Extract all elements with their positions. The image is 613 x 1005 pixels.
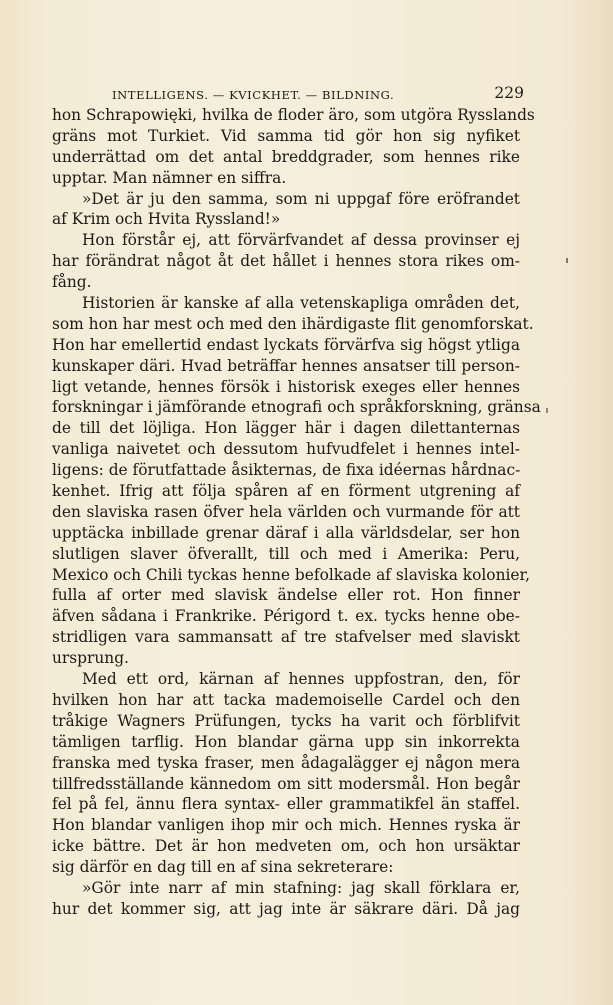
- text-line: af Krim och Hvita Ryssland!»: [52, 210, 281, 229]
- text-line: underrättad om det antal breddgrader, som hennes rike: [52, 147, 520, 166]
- text-line: hvilken hon har att tacka mademoiselle Cardel och den: [52, 690, 520, 709]
- margin-mark: [566, 258, 568, 263]
- text-line: »Det är ju den samma, som ni uppgaf före eröfrandet: [82, 189, 520, 208]
- running-head: INTELLIGENS. — KVICKHET. — BILDNING.: [112, 88, 395, 102]
- text-line: gräns mot Turkiet. Vid samma tid gör hon sig nyfiket: [52, 126, 520, 145]
- text-line: ligt vetande, hennes försök i historisk exeges eller hennes: [52, 377, 520, 396]
- text-line: de till det löjliga. Hon lägger här i dagen dilettanternas: [52, 419, 520, 438]
- text-line: den slaviska rasen öfver hela världen och vurmande för att: [52, 502, 520, 521]
- text-line: stridligen vara sammansatt af tre stafvelser med slaviskt: [52, 628, 520, 647]
- text-line: franska med tyska fraser, men ådagalägger ej någon mera: [52, 753, 520, 772]
- text-line: fång.: [52, 273, 92, 292]
- text-line: vanliga naivetet och dessutom hufvudfelet i hennes intel-: [52, 440, 520, 459]
- text-line: icke bättre. Det är hon medveten om, och hon ursäktar: [52, 837, 520, 856]
- text-line: ligens: de förutfattade åsikternas, de fixa idéernas hårdnac-: [52, 461, 521, 480]
- text-line: ursprung.: [52, 649, 129, 668]
- text-line: kunskaper däri. Hvad beträffar hennes ansatser till person-: [52, 356, 520, 375]
- text-line: slutligen slaver öfverallt, till och med i Amerika: Peru,: [52, 544, 520, 563]
- text-line: Hon blandar vanligen ihop mir och mich. Hennes ryska är: [52, 816, 520, 835]
- text-line: Mexico och Chili tyckas henne befolkade af slaviska kolonier,: [52, 565, 531, 584]
- text-line: upptäcka inbillade grenar däraf i alla världsdelar, ser hon: [52, 523, 520, 542]
- text-line: hur det kommer sig, att jag inte är säkrare däri. Då jag: [52, 899, 520, 918]
- page-number: 229: [494, 84, 524, 102]
- text-line: har förändrat något åt det hållet i hennes stora rikes om-: [52, 252, 520, 271]
- text-line: fel på fel, ännu flera syntax- eller grammatikfel än staffel.: [52, 795, 520, 814]
- text-line: Hon har emellertid endast lyckats förvärfva sig högst ytliga: [52, 335, 520, 354]
- text-line: upptar. Man nämner en siffra.: [52, 168, 287, 187]
- text-line: Hon förstår ej, att förvärfvandet af dessa provinser ej: [82, 231, 520, 250]
- text-line: forskningar i jämförande etnografi och språkforskning, gränsa: [52, 398, 541, 417]
- text-line: hon Schrapowięki, hvilka de floder äro, som utgöra Rysslands: [52, 106, 535, 124]
- text-line: sig därför en dag till en af sina sekreterare:: [52, 858, 394, 877]
- body-text: [52, 105, 541, 920]
- text-line: som hon har mest och med den ihärdigaste flit genomforskat.: [52, 314, 534, 333]
- text-line: fulla af orter med slavisk ändelse eller rot. Hon finner: [52, 586, 520, 605]
- text-line: »Gör inte narr af min stafning: jag skall förklara er,: [82, 878, 520, 897]
- margin-mark: [546, 408, 548, 413]
- text-line: tämligen tarflig. Hon blandar gärna upp sin inkorrekta: [52, 732, 520, 751]
- text-line: tråkige Wagners Prüfungen, tycks ha varit och förblifvit: [52, 711, 520, 730]
- page-header: [112, 86, 524, 104]
- text-line: Historien är kanske af alla vetenskapliga områden det,: [82, 294, 520, 313]
- text-line: äfven sådana i Frankrike. Périgord t. ex. tycks henne obe-: [52, 607, 520, 626]
- text-line: Med ett ord, kärnan af hennes uppfostran, den, för: [82, 670, 520, 689]
- text-line: tillfredsställande kännedom om sitt modersmål. Hon begår: [52, 774, 520, 793]
- text-line: kenhet. Ifrig att följa spåren af en förment utgrening af: [52, 482, 520, 501]
